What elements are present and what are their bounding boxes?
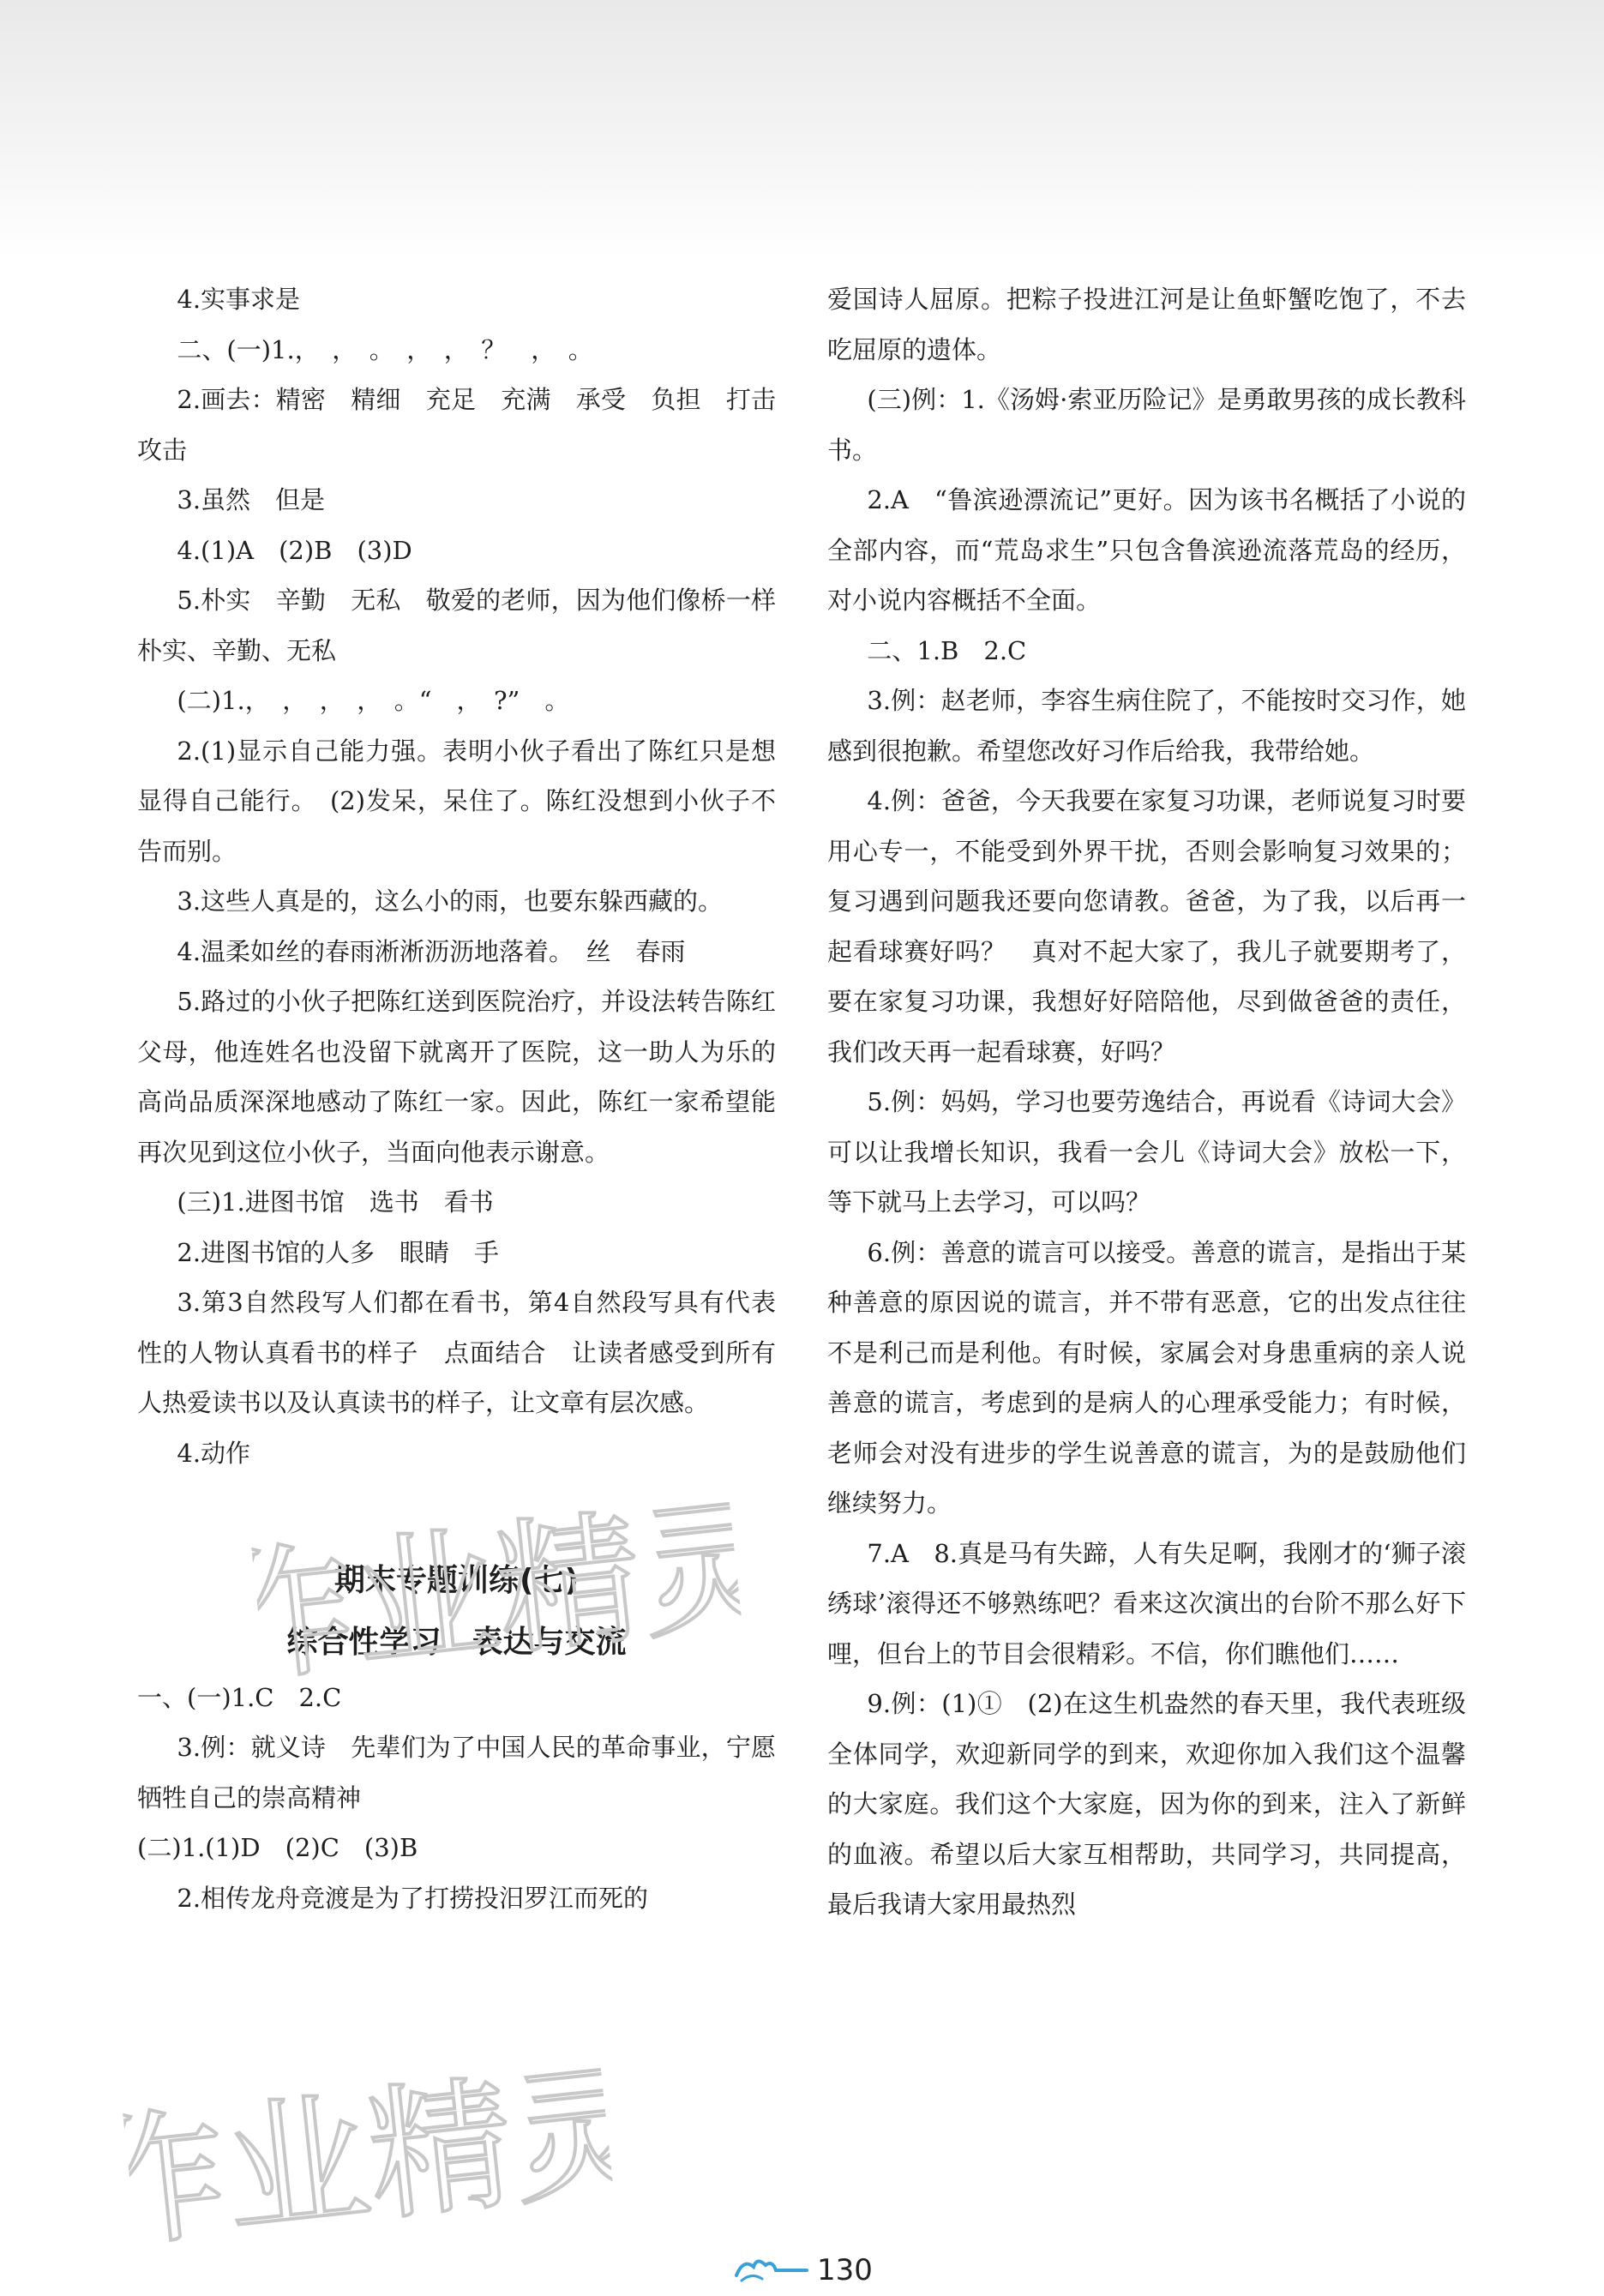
answer-item: 4.(1)A (2)B (3)D xyxy=(177,535,412,565)
answer-item: 爱国诗人屈原。把粽子投进江河是让鱼虾蟹吃饱了，不去吃屈原的遗体。 xyxy=(827,285,1466,364)
answer-item: 4.动作 xyxy=(177,1438,251,1468)
answer-item: 3.这些人真是的，这么小的雨，也要东躲西藏的。 xyxy=(177,887,724,916)
left-answer-list-after xyxy=(137,1673,776,1924)
right-column xyxy=(827,274,1466,1930)
scan-header-shadow xyxy=(0,0,1604,257)
answer-item: 3.虽然 但是 xyxy=(177,485,326,514)
answer-item: 二、(一)1.， ， 。 ， ， ？ ， 。 xyxy=(177,334,593,364)
answer-item: 二、1.B 2.C xyxy=(867,635,1027,665)
page-number: 130 xyxy=(817,2253,873,2287)
answer-item: (二)1.， ， ， ， 。“ ， ?” 。 xyxy=(177,686,570,715)
answer-item: 2.(1)显示自己能力强。表明小伙子看出了陈红只是想显得自己能行。 (2)发呆，呆住了。陈红没想到小伙子不告而别。 xyxy=(137,736,776,866)
answer-item: 5.路过的小伙子把陈红送到医院治疗，并设法转告陈红父母，他连姓名也没留下就离开了医院，这一助人为乐的高尚品质深深地感动了陈红一家。因此，陈红一家希望能再次见到这位小伙子，当面向他表示谢意。 xyxy=(137,987,776,1167)
answer-item: 3.例：赵老师，李容生病住院了，不能按时交习作，她感到很抱歉。希望您改好习作后给我，我带给她。 xyxy=(827,686,1466,766)
answer-item: (二)1.(1)D (2)C (3)B xyxy=(137,1833,418,1862)
answer-item: 4.例：爸爸，今天我要在家复习功课，老师说复习时要用心专一，不能受到外界干扰，否则会影响复习效果的；复习遇到问题我还要向您请教。爸爸，为了我，以后再一起看球赛好吗？ 真对不起大家了，我儿子就要期考了，要在家复习功课，我想好好陪陪他，尽到做爸爸的责任，我们改天再一起看球赛，好吗？ xyxy=(827,786,1466,1067)
answer-item: 2.进图书馆的人多 眼睛 手 xyxy=(177,1237,500,1267)
answer-item: 3.例：就义诗 先辈们为了中国人民的革命事业，宁愿牺牲自己的崇高精神 xyxy=(137,1733,776,1812)
left-answer-list xyxy=(137,274,802,1478)
answer-item: 4.实事求是 xyxy=(177,285,301,314)
answer-item: 9.例：(1)① (2)在这生机盎然的春天里，我代表班级全体同学，欢迎新同学的到来，欢迎你加入我们这个温馨的大家庭。我们这个大家庭，因为你的到来，注入了新鲜的血液。希望以后大家互相帮助，共同学习，共同提高，最后我请大家用最热烈 xyxy=(827,1689,1466,1919)
answer-item: (三)1.进图书馆 选书 看书 xyxy=(177,1187,494,1217)
watermark-logo xyxy=(120,2037,617,2275)
spacer xyxy=(137,1478,776,1529)
page-footer xyxy=(0,2245,1604,2296)
answer-item: 6.例：善意的谎言可以接受。善意的谎言，是指出于某种善意的原因说的谎言，并不带有恶意，它的出发点往往不是利己而是利他。有时候，家属会对身患重病的亲人说善意的谎言，考虑到的是病人的心理承受能力；有时候，老师会对没有进步的学生说善意的谎言，为的是鼓励他们继续努力。 xyxy=(827,1237,1466,1518)
section-subtitle: 综合性学习 表达与交流 xyxy=(286,1624,627,1660)
left-column xyxy=(137,274,802,1923)
answer-item: 4.温柔如丝的春雨淅淅沥沥地落着。 丝 春雨 xyxy=(177,936,686,966)
answer-item: 3.第3自然段写人们都在看书，第4自然段写具有代表性的人物认真看书的样子 点面结合 让读者感受到所有人热爱读书以及认真读书的样子，让文章有层次感。 xyxy=(137,1288,776,1417)
publisher-logo-icon xyxy=(731,2253,810,2287)
svg-text:作业精灵: 作业精灵 xyxy=(249,1478,746,1706)
answer-item: 7.A 8.真是马有失蹄，人有失足啊，我刚才的‘狮子滚绣球’滚得还不够熟练吧？看来这次演出的台阶不那么好下哩，但台上的节目会很精彩。不信，你们瞧他们…… xyxy=(827,1538,1466,1668)
answer-item: 5.例：妈妈，学习也要劳逸结合，再说看《诗词大会》可以让我增长知识，我看一会儿《诗词大会》放松一下，等下就马上去学习，可以吗？ xyxy=(827,1087,1466,1217)
answer-item: 5.朴实 辛勤 无私 敬爱的老师，因为他们像桥一样朴实、辛勤、无私 xyxy=(137,586,776,665)
answer-item: 2.A “鲁滨逊漂流记”更好。因为该书名概括了小说的全部内容，而“荒岛求生”只包含鲁滨逊流落荒岛的经历，对小说内容概括不全面。 xyxy=(827,485,1466,615)
svg-text:作业精灵: 作业精灵 xyxy=(120,2044,617,2272)
answer-item: 2.相传龙舟竞渡是为了打捞投汨罗江而死的 xyxy=(177,1883,649,1913)
answer-item: (三)例：1.《汤姆·索亚历险记》是勇敢男孩的成长教科书。 xyxy=(827,385,1466,465)
right-answer-list xyxy=(827,274,1466,1930)
answer-item: 一、(一)1.C 2.C xyxy=(137,1682,342,1712)
answer-item: 2.画去：精密 精细 充足 充满 承受 负担 打击 攻击 xyxy=(137,385,802,465)
watermark-icon xyxy=(120,2037,617,2275)
section-title: 期末专题训练(七) xyxy=(334,1562,579,1598)
